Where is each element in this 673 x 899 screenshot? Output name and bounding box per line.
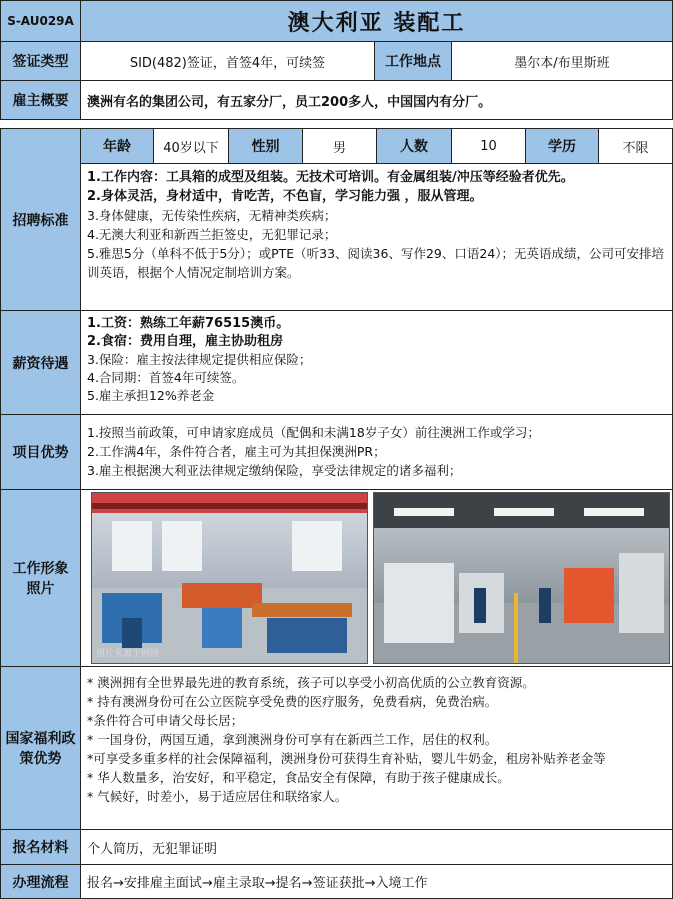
- photo-watermark: 图片来源于网络: [96, 649, 160, 659]
- requirements-list: [80, 163, 673, 311]
- project-advantages-label: 项目优势: [0, 414, 81, 490]
- advantages-list: [80, 414, 673, 490]
- age-label: 年龄: [80, 128, 154, 164]
- welfare-item: * 一国身份，两国互通，拿到澳洲身份可享有在新西兰工作，居住的权利。: [87, 732, 498, 747]
- welfare-item: * 气候好，时差小，易于适应居住和联络家人。: [87, 789, 348, 804]
- salary-item: 4.合同期：首签4年可续签。: [87, 370, 245, 385]
- education-label: 学历: [525, 128, 599, 164]
- welfare-item: * 持有澳洲身份可在公立医院享受免费的医疗服务，免费看病，免费治病。: [87, 694, 498, 709]
- employer-summary-value: 澳洲有名的集团公司，有五家分厂，员工200多人，中国国内有分厂。: [80, 80, 673, 120]
- advantage-item: 3.雇主根据澳大利亚法律规定缴纳保险，享受法律规定的诸多福利；: [87, 463, 462, 478]
- process-label: 办理流程: [0, 864, 81, 899]
- gender-label: 性别: [228, 128, 303, 164]
- salary-item: 3.保险：雇主按法律规定提供相应保险；: [87, 352, 312, 367]
- requirement-item: 1.工作内容：工具箱的成型及组装。无技术可培训。有金属组装/冲压等经验者优先。: [87, 170, 574, 185]
- requirement-item: 5.雅思5分（单科不低于5分）；或PTE（听33、阅读36、写作29、口语24）；无英语成绩，公司可安排培训英语，根据个人情况定制培训方案。: [87, 246, 665, 280]
- visa-type-label: 签证类型: [0, 41, 81, 81]
- advantage-item: 2.工作满4年，条件符合者，雇主可为其担保澳洲PR；: [87, 444, 386, 459]
- salary-item: 1.工资：熟练工年薪76515澳币。: [87, 316, 290, 331]
- recruitment-standard-label: 招聘标准: [0, 128, 81, 311]
- headcount-label: 人数: [376, 128, 452, 164]
- salary-item: 5.雇主承担12%养老金: [87, 388, 215, 403]
- national-welfare-label: 国家福利政策优势: [0, 666, 81, 830]
- employer-summary-label: 雇主概要: [0, 80, 81, 120]
- factory-photo-1: [91, 492, 368, 664]
- welfare-list: [80, 666, 673, 830]
- requirement-item: 4.无澳大利亚和新西兰拒签史，无犯罪记录；: [87, 227, 337, 242]
- gender-value: 男: [302, 128, 377, 164]
- requirement-item: 2.身体灵活，身材适中，肯吃苦，不色盲，学习能力强 ，服从管理。: [87, 189, 483, 204]
- reference-code: S-AU029A: [0, 0, 81, 42]
- welfare-item: * 华人数量多，治安好，和平稳定，食品安全有保障，有助于孩子健康成长。: [87, 770, 510, 785]
- work-location-value: 墨尔本/布里斯班: [451, 41, 673, 81]
- page-title: 澳大利亚 装配工: [80, 0, 673, 42]
- age-value: 40岁以下: [153, 128, 229, 164]
- application-materials-label: 报名材料: [0, 829, 81, 865]
- welfare-item: * 澳洲拥有全世界最先进的教育系统，孩子可以享受小初高优质的公立教育资源。: [87, 675, 535, 690]
- headcount-value: 10: [451, 128, 526, 164]
- education-value: 不限: [598, 128, 673, 164]
- visa-type-value: SID(482)签证，首签4年，可续签: [80, 41, 375, 81]
- welfare-item: *可享受多重多样的社会保障福利，澳洲身份可获得生育补贴，婴儿牛奶金，租房补贴养老金等: [87, 751, 606, 766]
- work-photos-label: 工作形象照片: [0, 489, 81, 667]
- salary-item: 2.食宿：费用自理，雇主协助租房: [87, 334, 283, 349]
- factory-photo-icon: [374, 493, 669, 663]
- work-location-label: 工作地点: [374, 41, 452, 81]
- salary-list: [80, 310, 673, 415]
- welfare-item: *条件符合可申请父母长居；: [87, 713, 244, 728]
- process-value: 报名→安排雇主面试→雇主录取→提名→签证获批→入境工作: [80, 864, 673, 899]
- requirement-item: 3.身体健康，无传染性疾病，无精神类疾病；: [87, 208, 337, 223]
- salary-label: 薪资待遇: [0, 310, 81, 415]
- factory-photo-icon: [92, 493, 367, 663]
- advantage-item: 1.按照当前政策，可申请家庭成员（配偶和未满18岁子女）前往澳洲工作或学习；: [87, 425, 540, 440]
- application-materials-value: 个人简历，无犯罪证明: [80, 829, 673, 865]
- factory-photo-2: [373, 492, 670, 664]
- section-gap: [0, 120, 673, 128]
